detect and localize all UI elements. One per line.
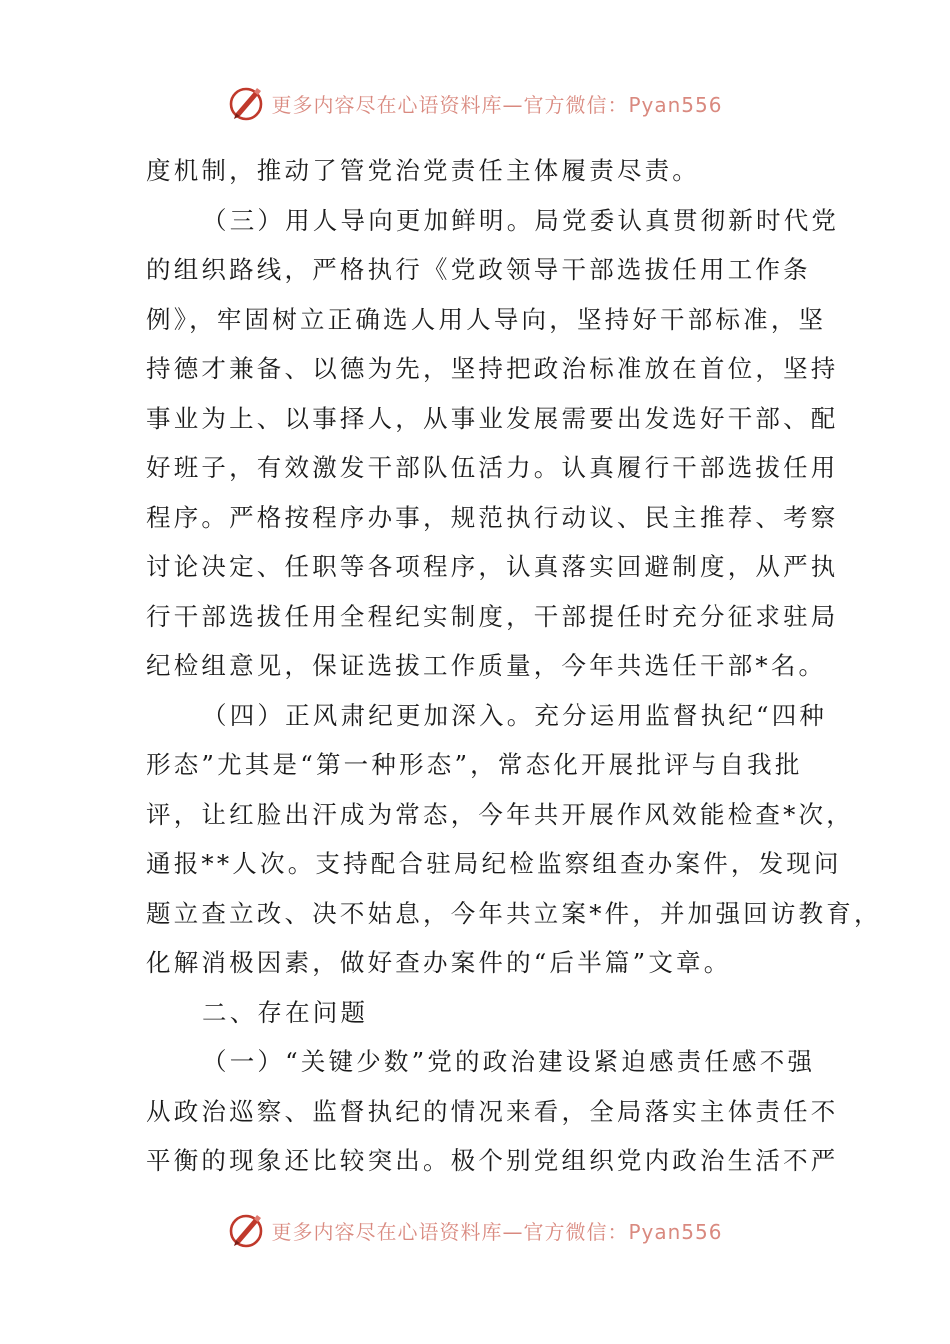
paragraph-line: 平衡的现象还比较突出。极个别党组织党内政治生活不严	[146, 1146, 839, 1175]
paragraph-line: 形态”尤其是“第一种形态”，常态化开展批评与自我批	[146, 750, 803, 779]
paragraph-line: 例》，牢固树立正确选人用人导向，坚持好干部标准，坚	[146, 304, 827, 334]
header-banner	[0, 78, 950, 128]
pen-circle-logo-icon	[227, 1210, 267, 1250]
document-body	[146, 146, 882, 1186]
paragraph-line: 题立查立改、决不姑息，今年共立案*件，并加强回访教育，	[146, 898, 882, 928]
paragraph-line: （三）用人导向更加鲜明。局党委认真贯彻新时代党	[202, 205, 840, 235]
paragraph-line: 度机制，推动了管党治党责任主体履责尽责。	[146, 156, 700, 185]
paragraph-line: 行干部选拔任用全程纪实制度，干部提任时充分征求驻局	[146, 601, 839, 631]
footer-banner-text: 更多内容尽在心语资料库—官方微信：Pyan556	[271, 1219, 723, 1244]
paragraph-line: 通报**人次。支持配合驻局纪检监察组查办案件，发现问	[146, 849, 842, 878]
paragraph-line: 的组织路线，严格执行《党政领导干部选拔任用工作条	[146, 255, 811, 284]
section-heading: 二、存在问题	[202, 997, 369, 1027]
paragraph-line: 好班子，有效激发干部队伍活力。认真履行干部选拔任用	[146, 453, 839, 482]
paragraph-line: 讨论决定、任职等各项程序，认真落实回避制度，从严执	[146, 552, 839, 581]
header-banner-text: 更多内容尽在心语资料库—官方微信：Pyan556	[271, 92, 723, 117]
paragraph-line: （四）正风肃纪更加深入。充分运用监督执纪“四种	[202, 700, 828, 730]
paragraph-line: 评，让红脸出汗成为常态，今年共开展作风效能检查*次，	[146, 799, 854, 829]
paragraph-line: 持德才兼备、以德为先，坚持把政治标准放在首位，坚持	[146, 354, 839, 383]
paragraph-line: 事业为上、以事择人，从事业发展需要出发选好干部、配	[146, 403, 839, 433]
footer-banner	[0, 1205, 950, 1255]
paragraph-line: 程序。严格按程序办事，规范执行动议、民主推荐、考察	[146, 502, 839, 532]
subsection-heading: （一）“关键少数”党的政治建设紧迫感责任感不强	[202, 1047, 816, 1076]
pen-circle-logo-icon	[227, 83, 267, 123]
paragraph-line: 化解消极因素，做好查办案件的“后半篇”文章。	[146, 948, 732, 977]
paragraph-line: 从政治巡察、监督执纪的情况来看，全局落实主体责任不	[146, 1096, 839, 1126]
paragraph-line: 纪检组意见，保证选拔工作质量，今年共选任干部*名。	[146, 651, 827, 680]
